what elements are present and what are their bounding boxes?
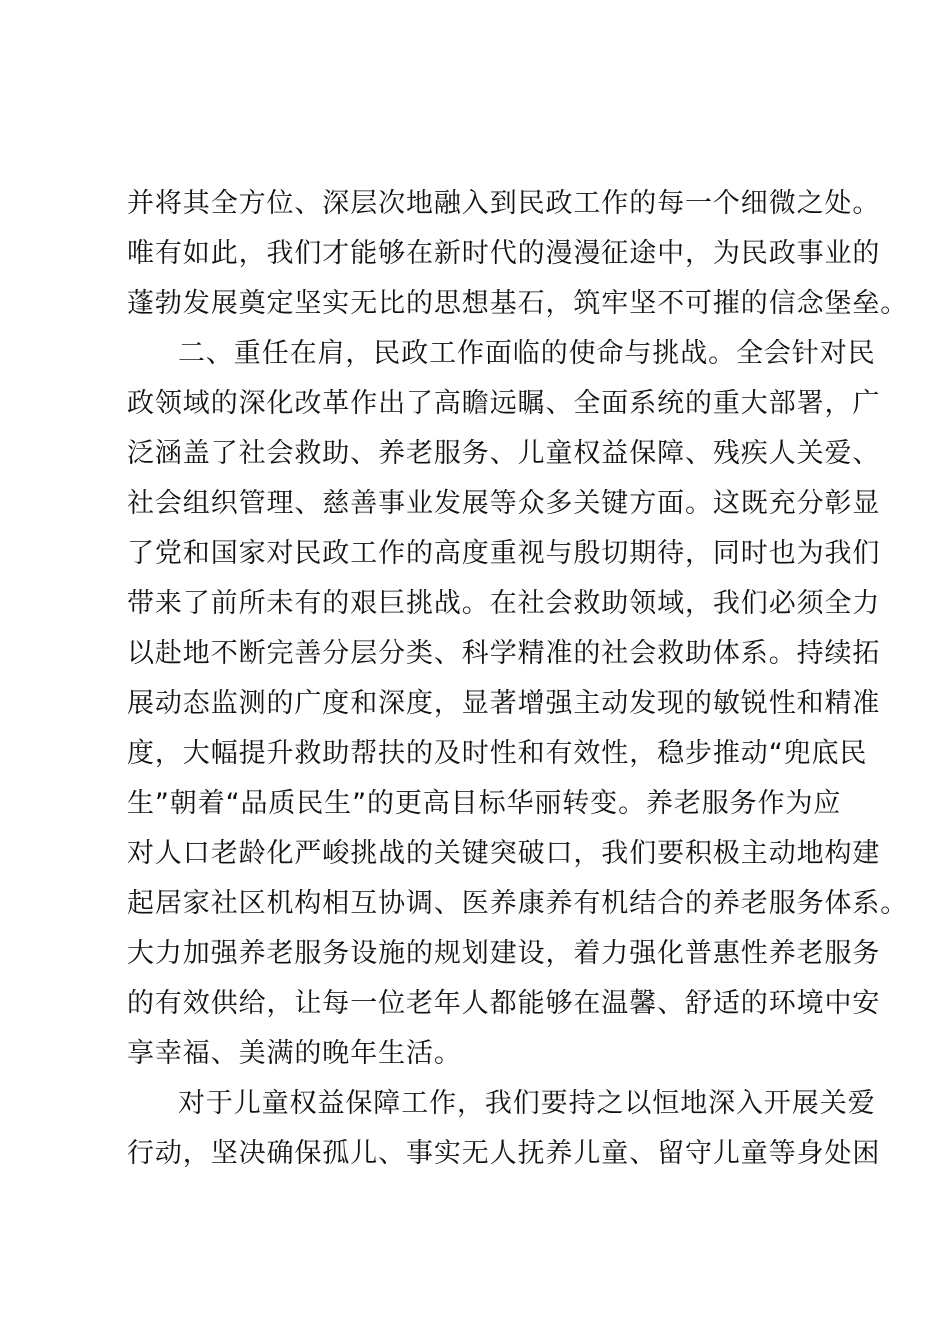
text-line: 度，大幅提升救助帮扶的及时性和有效性，稳步推动“兜底民 [127, 738, 868, 769]
text-line: 社会组织管理、慈善事业发展等众多关键方面。这既充分彰显 [127, 488, 881, 519]
text-line: 了党和国家对民政工作的高度重视与殷切期待，同时也为我们 [127, 538, 881, 569]
text-line: 展动态监测的广度和深度，显著增强主动发现的敏锐性和精准 [127, 688, 881, 719]
text-line: 的有效供给，让每一位老年人都能够在温馨、舒适的环境中安 [127, 988, 881, 1019]
text-line: 蓬勃发展奠定坚实无比的思想基石，筑牢坚不可摧的信念堡垒。 [127, 288, 909, 319]
text-line: 享幸福、美满的晚年生活。 [127, 1038, 462, 1069]
paragraph-start-line: 对于儿童权益保障工作，我们要持之以恒地深入开展关爱 [178, 1088, 876, 1119]
text-line: 政领域的深化改革作出了高瞻远瞩、全面系统的重大部署，广 [127, 388, 881, 419]
text-line: 生”朝着“品质民生”的更高目标华丽转变。养老服务作为应 [127, 788, 842, 819]
text-line: 泛涵盖了社会救助、养老服务、儿童权益保障、残疾人关爱、 [127, 438, 881, 469]
text-line: 大力加强养老服务设施的规划建设，着力强化普惠性养老服务 [127, 938, 881, 969]
text-line: 并将其全方位、深层次地融入到民政工作的每一个细微之处。 [127, 188, 881, 219]
text-line: 唯有如此，我们才能够在新时代的漫漫征途中，为民政事业的 [127, 238, 881, 269]
text-line: 以赴地不断完善分层分类、科学精准的社会救助体系。持续拓 [127, 638, 881, 669]
text-line: 起居家社区机构相互协调、医养康养有机结合的养老服务体系。 [127, 888, 909, 919]
text-line: 行动，坚决确保孤儿、事实无人抚养儿童、留守儿童等身处困 [127, 1138, 881, 1169]
text-line: 对人口老龄化严峻挑战的关键突破口，我们要积极主动地构建 [127, 838, 881, 869]
text-line: 带来了前所未有的艰巨挑战。在社会救助领域，我们必须全力 [127, 588, 881, 619]
section-heading-line: 二、重任在肩，民政工作面临的使命与挑战。全会针对民 [178, 338, 876, 369]
